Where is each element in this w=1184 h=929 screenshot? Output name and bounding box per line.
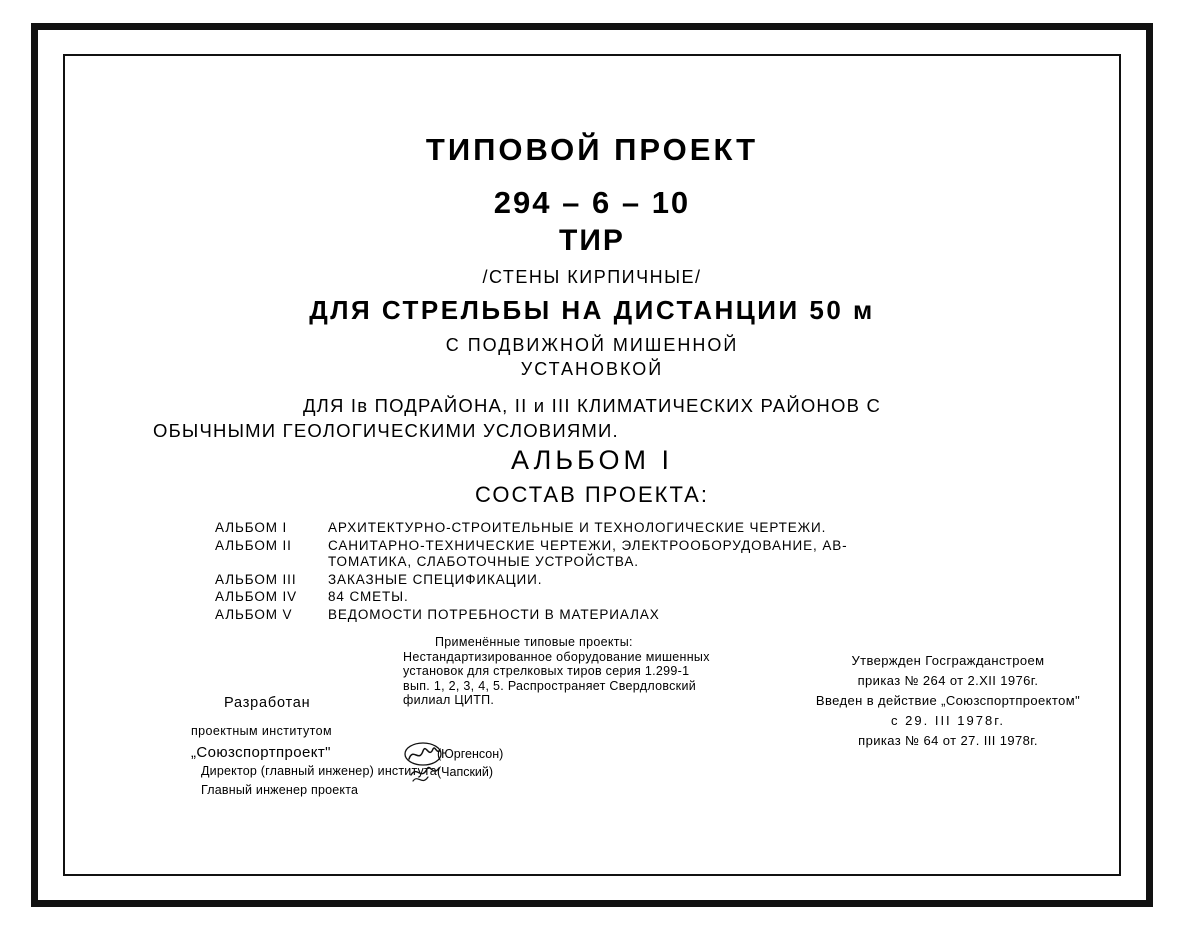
note-line-2: установок для стрелковых тиров серия 1.299-1: [403, 664, 690, 678]
approval-line-3: Введен в действие „Союзспортпроектом": [815, 693, 1081, 708]
list-item: [215, 607, 975, 624]
album-description: [328, 572, 975, 589]
album-description: [328, 520, 975, 537]
role-chief-engineer: Главный инженер проекта: [201, 783, 359, 797]
list-item: [215, 572, 975, 589]
approval-line-1: Утвержден Госгражданстроем: [851, 653, 1045, 668]
signer-name-2: (Чапский): [437, 765, 494, 779]
album-description-line-1: ЗАКАЗНЫЕ СПЕЦИФИКАЦИИ.: [328, 571, 543, 587]
note-header: Применённые типовые проекты:: [435, 635, 633, 649]
subtitle-line-1: С ПОДВИЖНОЙ МИШЕННОЙ: [445, 335, 739, 355]
note-line-1: Нестандартизированное оборудование мишенных: [403, 649, 710, 664]
album-label: АЛЬБОМ IV: [215, 589, 298, 604]
signature-block: [403, 745, 533, 803]
sheet-content: [63, 54, 1121, 876]
role-director: Директор (главный инженер) института: [201, 764, 437, 778]
contents-header: СОСТАВ ПРОЕКТА:: [475, 482, 709, 507]
album-description-line-1: САНИТАРНО-ТЕХНИЧЕСКИЕ ЧЕРТЕЖИ, ЭЛЕКТРООБОРУДОВАНИЕ, АВ-: [328, 537, 848, 553]
approval-line-4: с 29. III 1978г.: [891, 713, 1005, 728]
subtitle-line-2: УСТАНОВКОЙ: [520, 359, 664, 379]
institute-label: проектным институтом: [191, 724, 333, 738]
album-title: АЛЬБОМ I: [511, 445, 673, 475]
project-code: 294 – 6 – 10: [493, 185, 691, 220]
object-name: ТИР: [559, 224, 625, 257]
album-description-line-1: 84 СМЕТЫ.: [328, 589, 409, 604]
note-line-4: филиал ЦИТП.: [403, 693, 495, 707]
note-line-3: вып. 1, 2, 3, 4, 5. Распространяет Свердловский: [403, 678, 697, 693]
signer-name-1: (Юргенсон): [437, 747, 504, 761]
album-description-line-2: ТОМАТИКА, СЛАБОТОЧНЫЕ УСТРОЙСТВА.: [328, 554, 639, 569]
album-description-line-1: ВЕДОМОСТИ ПОТРЕБНОСТИ В МАТЕРИАЛАХ: [328, 606, 660, 622]
approval-block: [798, 651, 1098, 751]
list-item: [215, 538, 975, 571]
region-line-2: ОБЫЧНЫМИ ГЕОЛОГИЧЕСКИМИ УСЛОВИЯМИ.: [153, 420, 619, 441]
album-contents-list: [215, 520, 975, 624]
shooting-distance-line: ДЛЯ СТРЕЛЬБЫ НА ДИСТАНЦИИ 50 м: [309, 295, 875, 325]
list-item: [215, 520, 975, 537]
album-description-line-1: АРХИТЕКТУРНО-СТРОИТЕЛЬНЫЕ И ТЕХНОЛОГИЧЕСКИЕ ЧЕРТЕЖИ.: [328, 520, 827, 535]
album-label: АЛЬБОМ III: [215, 571, 297, 587]
region-line-1: ДЛЯ Iв ПОДРАЙОНА, II и III КЛИМАТИЧЕСКИХ РАЙОНОВ С: [302, 395, 882, 416]
album-description: [328, 589, 975, 606]
album-label: АЛЬБОМ I: [215, 520, 288, 535]
album-description: [328, 538, 975, 571]
album-description: [328, 607, 975, 624]
page-title: ТИПОВОЙ ПРОЕКТ: [425, 132, 759, 167]
walls-note: /СТЕНЫ КИРПИЧНЫЕ/: [482, 267, 702, 287]
approval-line-5: приказ № 64 от 27. III 1978г.: [858, 733, 1038, 748]
developed-by-label: Разработан: [224, 695, 311, 711]
album-label: АЛЬБОМ II: [215, 537, 292, 553]
list-item: [215, 589, 975, 606]
approval-line-2: приказ № 264 от 2.XII 1976г.: [857, 673, 1039, 688]
album-label: АЛЬБОМ V: [215, 606, 293, 622]
organization-name: „Союзспортпроект": [191, 744, 331, 761]
